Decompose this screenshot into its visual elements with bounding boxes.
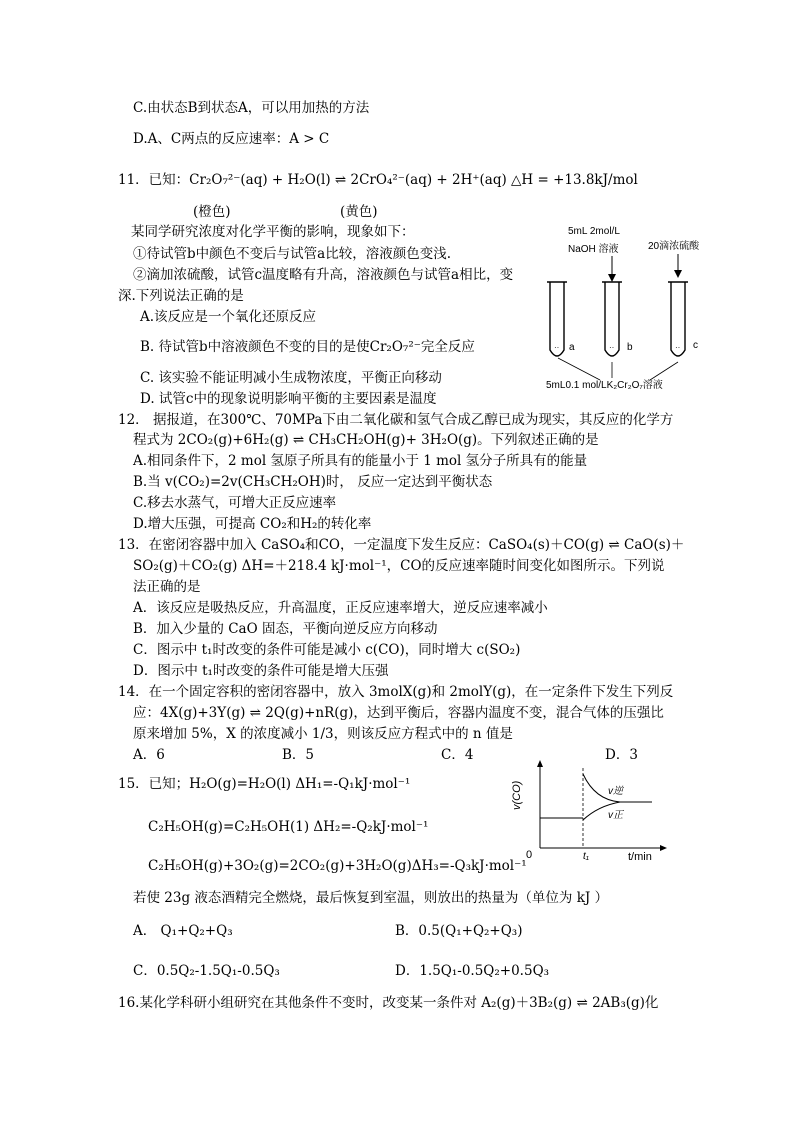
q11-intro: 某同学研究浓度对化学平衡的影响，现象如下： <box>131 224 415 240</box>
v-forward-label: v正 <box>608 810 623 821</box>
q11-obs1: ①待试管b中颜色不变后与试管a比较，溶液颜色变浅. <box>133 246 451 262</box>
q14-line3: 原来增加 5%，X 的浓度减小 1/3，则该反应方程式中的 n 值是 <box>133 726 513 742</box>
q15-line4: 若使 23g 液态酒精完全燃烧，最后恢复到室温，则放出的热量为（单位为 kJ ） <box>133 890 609 906</box>
q13-option-a: A．该反应是吸热反应，升高温度，正反应速率增大，逆反应速率减小 <box>133 600 548 616</box>
q15-option-d: D．1.5Q₁-0.5Q₂+0.5Q₃ <box>395 963 550 979</box>
q15-line1: 15．已知；H₂O(g)=H₂O(l) ΔH₁=-Q₁kJ·mol⁻¹ <box>118 776 411 792</box>
q11-obs2a: ②滴加浓硫酸，试管c温度略有升高，溶液颜色与试管a相比，变 <box>133 267 514 283</box>
q11-option-b: B. 待试管b中溶液颜色不变的目的是使Cr₂O₇²⁻完全反应 <box>140 339 475 355</box>
q12-option-b: B.当 v(CO₂)=2v(CH₃CH₂OH)时， 反应一定达到平衡状态 <box>133 474 493 490</box>
q12-option-c: C.移去水蒸气，可增大正反应速率 <box>133 495 337 511</box>
naoh-label-2: NaOH 溶液 <box>568 244 619 255</box>
solution-dots-a: ·· <box>554 343 560 352</box>
origin-label: 0 <box>526 849 533 861</box>
q12-line1: 12． 据报道，在300℃、70MPa下由二氧化碳和氢气合成乙醇已成为现实，其反应的化学方 <box>118 412 674 428</box>
q14-option-d: D．3 <box>605 747 638 763</box>
q14-option-b: B．5 <box>282 747 315 763</box>
q13-option-b: B．加入少量的 CaO 固态，平衡向逆反应方向移动 <box>133 621 438 637</box>
k2cr2o7-label: 5mL0.1 mol/LK₂Cr₂O₇溶液 <box>546 380 663 391</box>
test-tube-figure <box>540 220 710 400</box>
q15-option-b: B．0.5(Q₁+Q₂+Q₃) <box>395 923 523 939</box>
q13-line1: 13．在密闭容器中加入 CaSO₄和CO，一定温度下发生反应：CaSO₄(s)＋CO(g) ⇌ CaO(s)＋ <box>118 537 685 553</box>
solution-dots-b: ·· <box>609 343 615 352</box>
q15-line3: C₂H₅OH(g)+3O₂(g)=2CO₂(g)+3H₂O(g)ΔH₃=-Q₃kJ·mol⁻¹ <box>148 858 527 874</box>
q12-option-a: A.相同条件下，2 mol 氢原子所具有的能量小于 1 mol 氢分子所具有的能量 <box>133 453 588 469</box>
q14-option-a: A．6 <box>133 747 165 763</box>
q11-option-a: A.该反应是一个氧化还原反应 <box>140 309 317 325</box>
q11-color-right: (黄色) <box>340 204 378 220</box>
q13-line2: SO₂(g)＋CO₂(g) ΔH=＋218.4 kJ·mol⁻¹，CO的反应速率随时间变化如图所示。下列说 <box>133 558 665 574</box>
q14-option-c: C．4 <box>441 747 474 763</box>
t1-label: t₁ <box>583 851 589 862</box>
q12-line2: 程式为 2CO₂(g)+6H₂(g) ⇌ CH₃CH₂OH(g)+ 3H₂O(g)。下列叙述正确的是 <box>133 432 599 448</box>
q11-obs2b: 深.下列说法正确的是 <box>118 288 244 304</box>
q15-line2: C₂H₅OH(g)=C₂H₅OH(1) ΔH₂=-Q₂kJ·mol⁻¹ <box>148 819 429 835</box>
q15-option-a: A． Q₁+Q₂+Q₃ <box>133 923 233 939</box>
q11-stem: 11．已知：Cr₂O₇²⁻(aq) + H₂O(l) ⇌ 2CrO₄²⁻(aq) + 2H⁺(aq) △H = +13.8kJ/mol <box>118 172 638 188</box>
rate-time-graph <box>510 760 670 865</box>
v-reverse-label: v逆 <box>608 786 623 797</box>
tube-label-a: a <box>569 342 575 353</box>
q13-option-d: D．图示中 t₁时改变的条件可能是增大压强 <box>133 663 389 679</box>
q13-line3: 法正确的是 <box>133 579 201 595</box>
q13-option-c: C．图示中 t₁时改变的条件可能是减小 c(CO)，同时增大 c(SO₂) <box>133 642 521 658</box>
x-axis-label: t/min <box>628 851 652 863</box>
tube-label-b: b <box>627 342 633 353</box>
acid-label: 20滴浓硫酸 <box>648 241 700 252</box>
y-axis-label: v(CO) <box>511 780 523 810</box>
naoh-label-1: 5mL 2mol/L <box>568 226 620 237</box>
option-d: D.A、C两点的反应速率：A > C <box>133 131 330 147</box>
q14-line1: 14．在一个固定容积的密闭容器中，放入 3molX(g)和 2molY(g)，在一定条件下发生下列反 <box>118 684 674 700</box>
q12-option-d: D.增大压强，可提高 CO₂和H₂的转化率 <box>133 516 372 532</box>
q14-line2: 应：4X(g)+3Y(g) ⇌ 2Q(g)+nR(g)，达到平衡后，容器内温度不变，混合气体的压强比 <box>133 705 664 721</box>
option-c: C.由状态B到状态A，可以用加热的方法 <box>133 100 370 116</box>
q11-color-left: (橙色) <box>193 204 231 220</box>
tube-label-c: c <box>693 340 698 351</box>
solution-dots-c: ·· <box>675 343 681 352</box>
q15-option-c: C．0.5Q₂-1.5Q₁-0.5Q₃ <box>133 963 280 979</box>
q16-line1: 16.某化学科研小组研究在其他条件不变时，改变某一条件对 A₂(g)＋3B₂(g) ⇌ 2AB₃(g)化 <box>118 995 659 1011</box>
q11-option-c: C. 该实验不能证明减小生成物浓度，平衡正向移动 <box>140 370 442 386</box>
q11-option-d: D. 试管c中的现象说明影响平衡的主要因素是温度 <box>140 391 437 407</box>
